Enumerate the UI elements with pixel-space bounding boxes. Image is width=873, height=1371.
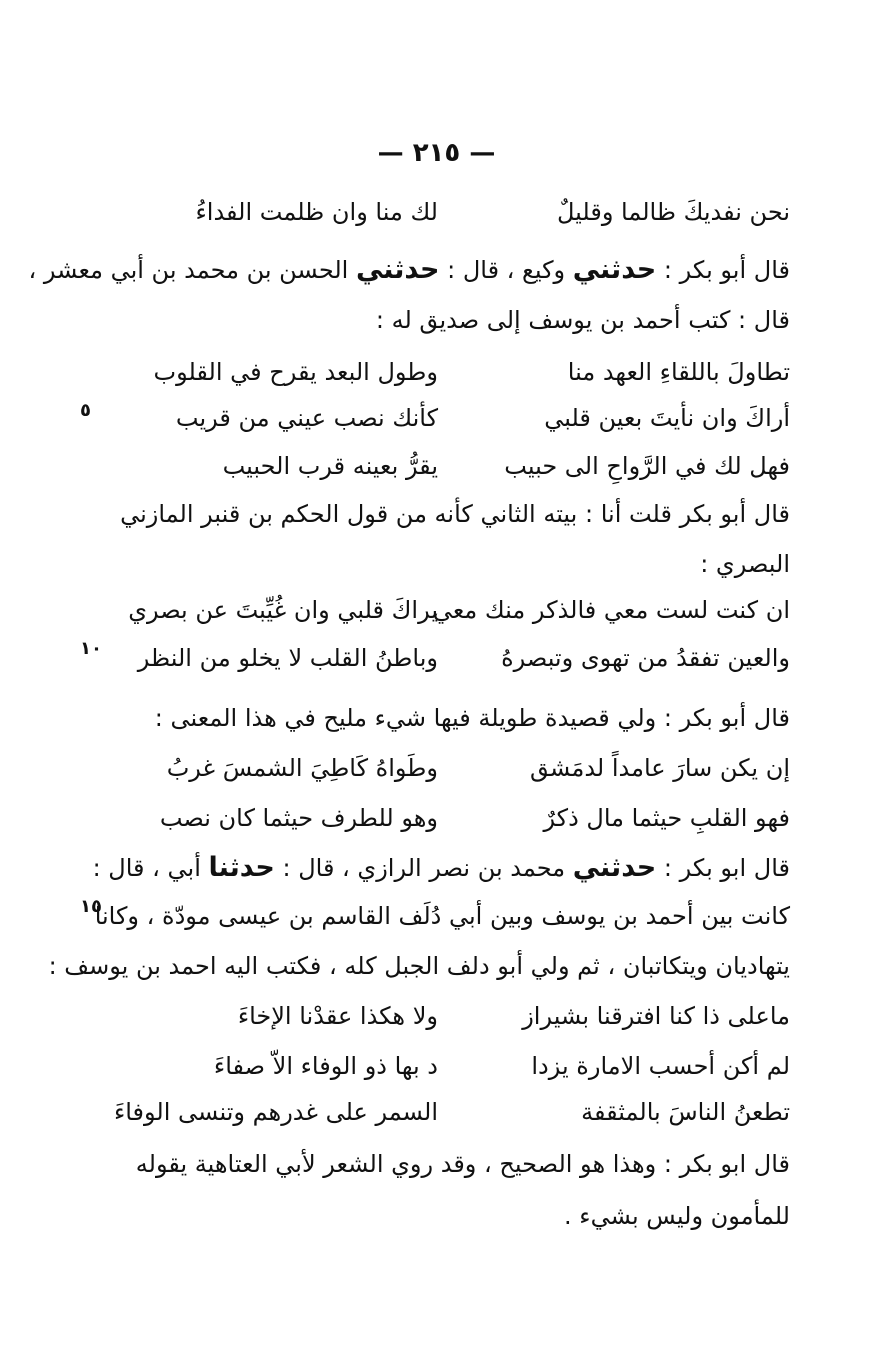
verse-1-second-hemistich: لك منا وان ظلمت الفداءُ bbox=[195, 198, 438, 226]
poem-1-line-3-second: يقرُّ بعينه قرب الحبيب bbox=[222, 452, 438, 480]
paragraph-5-line-1: قال ابو بكر : وهذا هو الصحيح ، وقد روي الشعر لأبي العتاهية يقوله bbox=[135, 1150, 790, 1178]
poem-1-line-1-first: تطاولَ باللقاءِ العهد منا bbox=[567, 358, 790, 386]
paragraph-1-line-1 bbox=[28, 254, 790, 285]
poem-3-line-2-first: فهو القلبِ حيثما مال ذكرٌ bbox=[543, 804, 790, 832]
paragraph-4-line-3: يتهاديان ويتكاتبان ، ثم ولي أبو دلف الجبل كله ، فكتب اليه احمد بن يوسف : bbox=[48, 952, 790, 980]
paragraph-4-line-1 bbox=[92, 852, 790, 883]
p4-haddathani: حدثني bbox=[572, 852, 657, 883]
poem-4-line-3-first: تطعنُ الناسَ بالمثقفة bbox=[581, 1098, 790, 1126]
p4-text-1: قال ابو بكر : bbox=[656, 854, 790, 882]
line-number-10: ١٠ bbox=[80, 638, 102, 659]
poem-4-line-3-second: السمر على غدرهم وتنسى الوفاءَ bbox=[113, 1098, 438, 1126]
poem-2-line-1-first: ان كنت لست معي فالذكر منك معي bbox=[432, 596, 790, 624]
page-number: — ٢١٥ — bbox=[377, 138, 496, 168]
line-number-15: ١٥ bbox=[80, 896, 102, 917]
paragraph-1-line-2: قال : كتب أحمد بن يوسف إلى صديق له : bbox=[375, 306, 790, 334]
poem-2-line-2-first: والعين تفقدُ من تهوى وتبصرهُ bbox=[501, 644, 790, 672]
poem-4-line-1-first: ماعلى ذا كنا افترقنا بشيراز bbox=[522, 1002, 790, 1030]
p1-text-2: وكيع ، قال : bbox=[439, 256, 573, 284]
verse-1-first-hemistich: نحن نفديكَ ظالما وقليلٌ bbox=[557, 198, 790, 226]
p1-haddathani-1: حدثني bbox=[572, 254, 657, 285]
poem-4-line-1-second: ولا هكذا عقدْنا الإخاءَ bbox=[237, 1002, 438, 1030]
poem-1-line-3-first: فهل لك في الرَّواحِ الى حبيب bbox=[504, 452, 790, 480]
p1-text-1: قال أبو بكر : bbox=[656, 256, 790, 284]
poem-1-line-2-first: أراكَ وان نأيتَ بعين قلبي bbox=[544, 404, 790, 432]
p1-haddathani-2: حدثني bbox=[355, 254, 440, 285]
poem-4-line-2-first: لم أكن أحسب الامارة يزدا bbox=[531, 1052, 790, 1080]
p4-haddathana: حدثنا bbox=[208, 852, 275, 883]
poem-1-line-1-second: وطول البعد يقرح في القلوب bbox=[153, 358, 438, 386]
line-number-5: ٥ bbox=[80, 400, 91, 421]
p1-text-3: الحسن بن محمد بن أبي معشر ، bbox=[28, 256, 356, 284]
poem-4-line-2-second: د بها ذو الوفاء الاّ صفاءَ bbox=[213, 1052, 438, 1080]
paragraph-3: قال أبو بكر : ولي قصيدة طويلة فيها شيء مليح في هذا المعنى : bbox=[154, 704, 790, 732]
poem-1-line-2-second: كأنك نصب عيني من قريب bbox=[175, 404, 438, 432]
p4-text-2: محمد بن نصر الرازي ، قال : bbox=[274, 854, 573, 882]
paragraph-5-line-2: للمأمون وليس بشيء . bbox=[564, 1202, 790, 1230]
poem-2-line-2-second: وباطنُ القلب لا يخلو من النظر bbox=[137, 644, 438, 672]
poem-3-line-1-first: إن يكن سارَ عامداً لدمَشق bbox=[530, 754, 790, 782]
poem-2-line-1-second: يراكَ قلبي وان غُيِّبتَ عن بصري bbox=[128, 596, 438, 624]
paragraph-2-line-2: البصري : bbox=[700, 550, 790, 578]
paragraph-4-line-2: كانت بين أحمد بن يوسف وبين أبي دُلَف القاسم بن عيسى مودّة ، وكانا bbox=[94, 902, 790, 930]
poem-3-line-1-second: وطَواهُ كَاطِيَ الشمسَ غربُ bbox=[166, 754, 438, 782]
paragraph-2-line-1: قال أبو بكر قلت أنا : بيته الثاني كأنه من قول الحكم بن قنبر المازني bbox=[120, 500, 790, 528]
poem-3-line-2-second: وهو للطرف حيثما كان نصب bbox=[159, 804, 438, 832]
p4-text-3: أبي ، قال : bbox=[92, 854, 209, 882]
